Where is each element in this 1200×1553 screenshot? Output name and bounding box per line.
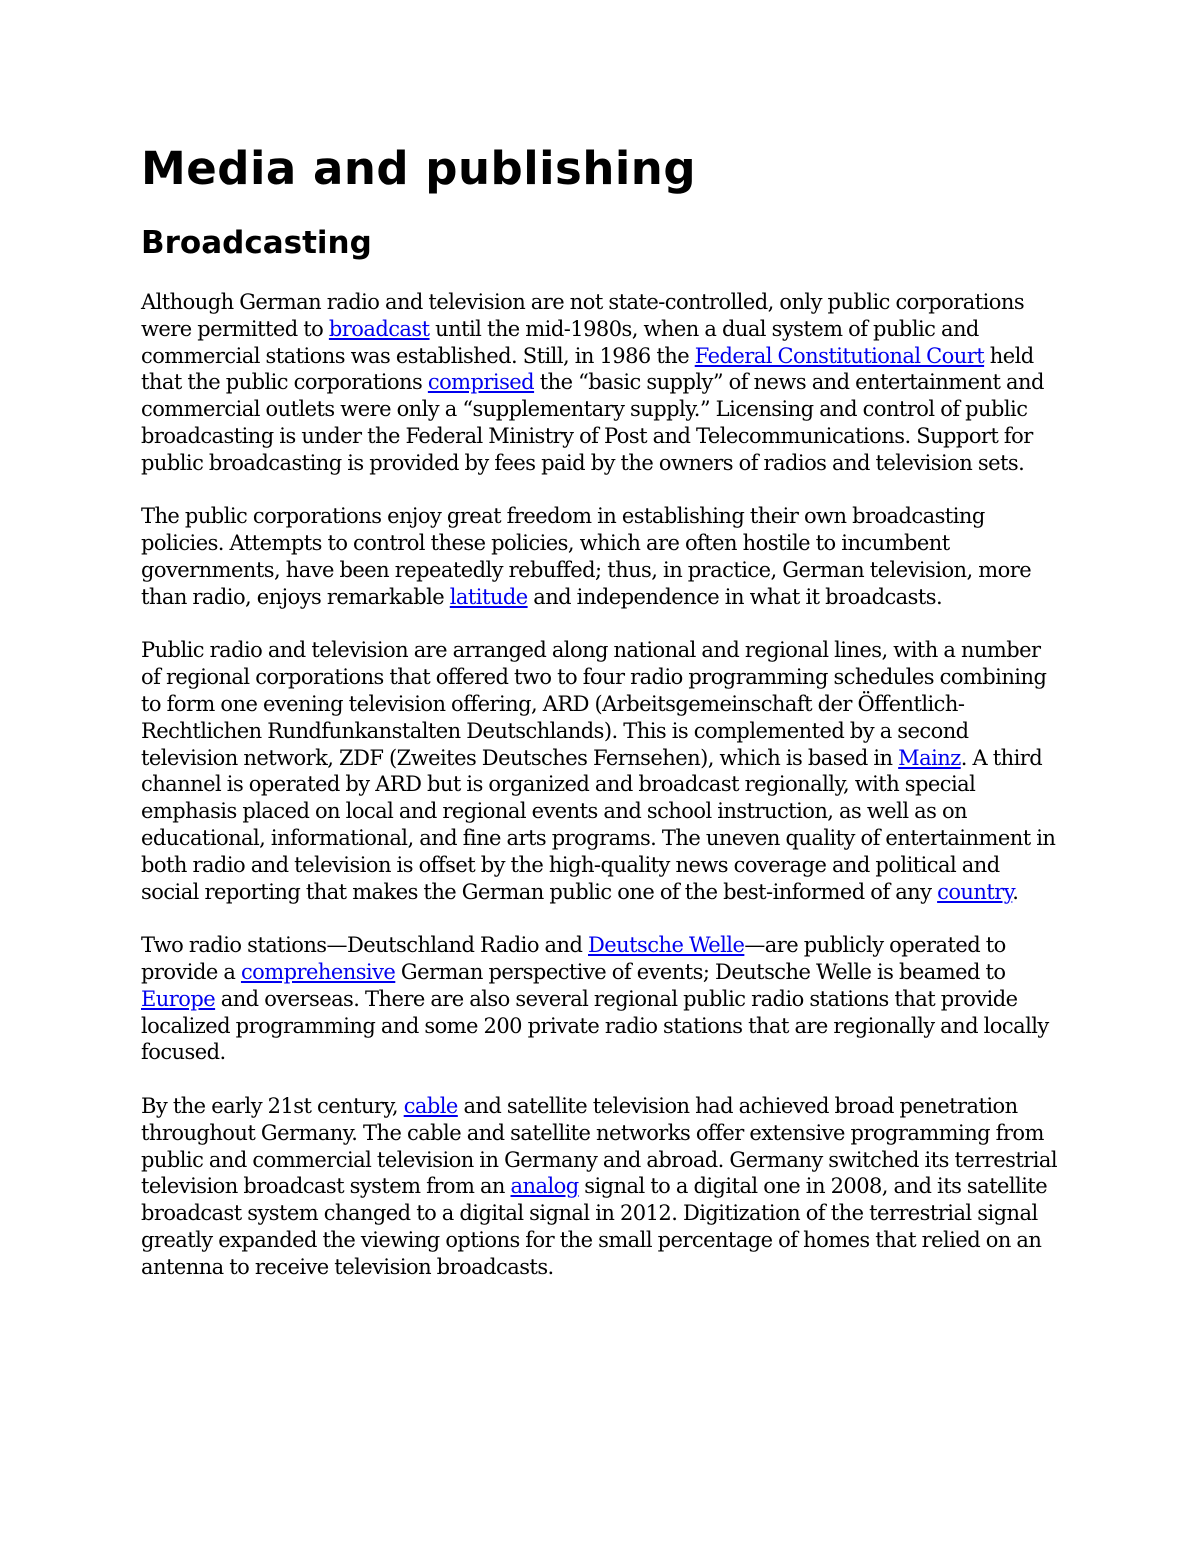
paragraph-text: German perspective of events; Deutsche Welle is beamed to — [395, 959, 1006, 984]
paragraph-text: the “basic supply” of news and entertainment and commercial outlets were only a “supplementary supply.” Licensing and control of public broadcasting is under the Federal Ministry of Post and Telecommunications. Support for public broadcasting is provided by fees paid by the owners of radios and television sets. — [141, 370, 1044, 475]
link-mainz[interactable]: Mainz — [898, 745, 961, 770]
paragraph-3 — [141, 637, 1061, 905]
paragraph-text: Although German radio and television are not state-controlled, only public corporations were permitted to — [141, 290, 1025, 341]
paragraph-4 — [141, 932, 1061, 1066]
paragraph-text: and overseas. There are also several regional public radio stations that provide localized programming and some 200 private radio stations that are regionally and locally focused. — [141, 986, 1049, 1065]
document-page — [141, 138, 1061, 1307]
paragraph-text: held that the public corporations — [141, 343, 1034, 395]
link-europe[interactable]: Europe — [141, 986, 216, 1011]
paragraph-text: and satellite television had achieved broad penetration throughout Germany. The cable and satellite networks offer extensive programming from public and commercial television in Germany and abroad. Germany switched its terrestrial television broadcast system from an — [141, 1093, 1057, 1199]
section-heading: Broadcasting — [141, 225, 372, 261]
paragraph-text: . A third channel is operated by ARD but is organized and broadcast regionally, with special emphasis placed on local and regional events and school instruction, as well as on educational, informational, and fine arts programs. The uneven quality of entertainment in both radio and television is offset by the high-quality news coverage and political and social reporting that makes the German public one of the best-informed of any — [141, 745, 1056, 904]
link-country[interactable]: country — [937, 879, 1013, 904]
paragraph-text: signal to a digital one in 2008, and its satellite broadcast system changed to a digital signal in 2012. Digitization of the terrestrial signal greatly expanded the viewing options for the small percentage of homes that relied on an antenna to receive television broadcasts. — [141, 1174, 1048, 1279]
paragraph-5 — [141, 1093, 1061, 1281]
paragraph-2 — [141, 503, 1061, 610]
paragraph-text: until the mid-1980s, when a dual system of public and commercial stations was established. Still, in 1986 the — [141, 316, 979, 368]
link-federal-constitutional-court[interactable]: Federal Constitutional Court — [694, 343, 985, 368]
link-deutsche-welle[interactable]: Deutsche Welle — [588, 933, 745, 958]
paragraph-text: Public radio and television are arranged along national and regional lines, with a number of regional corporations that offered two to four radio programming schedules combining to form one evening television offering, ARD (Arbeitsgemeinschaft der Öffentlich-Rechtlichen Rundfunkanstalten Deutschlands). This is complemented by a second television network, ZDF (Zweites Deutsches Fernsehen), which is based in — [141, 638, 1047, 770]
link-broadcast[interactable]: broadcast — [328, 316, 430, 341]
paragraph-text: Two radio stations—Deutschland Radio and — [141, 933, 588, 958]
article-body — [141, 289, 1061, 1280]
page-title: Media and publishing — [141, 142, 697, 195]
link-comprehensive[interactable]: comprehensive — [240, 959, 396, 984]
link-latitude[interactable]: latitude — [449, 584, 528, 609]
paragraph-text: The public corporations enjoy great freedom in establishing their own broadcasting policies. Attempts to control these policies, which are often hostile to incumbent governments, have been repeatedly rebuffed; thus, in practice, German television, more than radio, enjoys remarkable — [141, 504, 1032, 609]
link-comprised[interactable]: comprised — [427, 370, 535, 395]
paragraph-text: . — [1012, 879, 1019, 904]
paragraph-1 — [141, 289, 1061, 477]
link-cable[interactable]: cable — [403, 1093, 458, 1118]
paragraph-text: —are publicly operated to provide a — [141, 933, 1006, 984]
paragraph-text: and independence in what it broadcasts. — [527, 584, 943, 609]
link-analog[interactable]: analog — [510, 1174, 579, 1199]
paragraph-text: By the early 21st century, — [141, 1093, 404, 1118]
